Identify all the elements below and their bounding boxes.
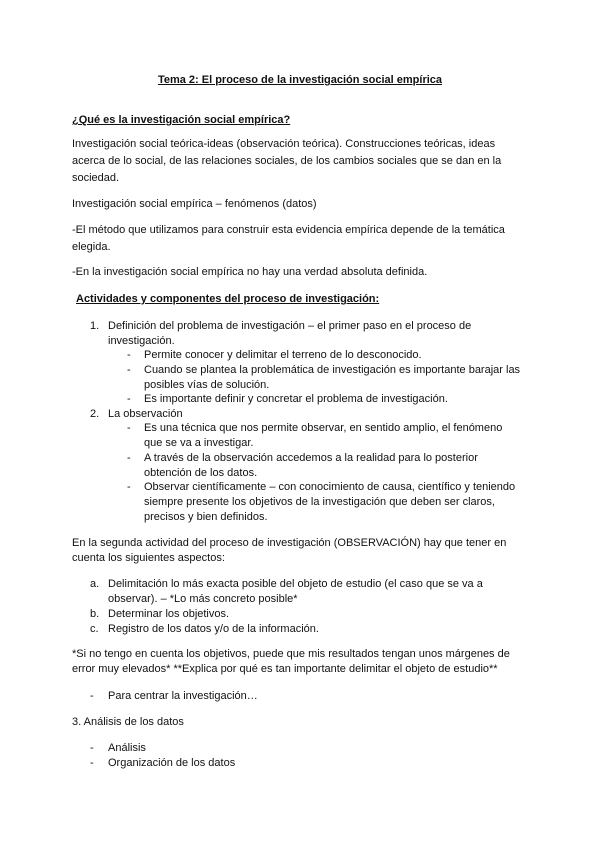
bullet-dash: - <box>90 757 94 769</box>
paragraph-line: En la segunda actividad del proceso de investigación (OBSERVACIÓN) hay que tener en <box>72 537 507 549</box>
bullet-dash: - <box>90 742 94 754</box>
bullet-line: obtención de los datos. <box>144 467 258 479</box>
bullet-line: Observar científicamente – con conocimiento de causa, científico y teniendo <box>144 481 516 493</box>
paragraph-line: elegida. <box>72 241 111 253</box>
bullet-dash: - <box>127 422 131 434</box>
paragraph-line: cuenta los siguientes aspectos: <box>72 552 225 564</box>
paragraph-line: Investigación social teórica-ideas (observación teórica). Construcciones teóricas, ideas <box>72 138 496 150</box>
paragraph-line: acerca de lo social, de las relaciones sociales, de los cambios sociales que se dan en la <box>72 155 502 167</box>
bullet-line: Análisis <box>108 742 146 754</box>
bullet-line: que se va a investigar. <box>144 437 254 449</box>
bullet-line: Permite conocer y delimitar el terreno de lo desconocido. <box>144 349 422 361</box>
note-line: *Si no tengo en cuenta los objetivos, puede que mis resultados tengan unos márgenes de <box>72 648 510 660</box>
bullet-dash: - <box>127 393 131 405</box>
bullet-line: Es una técnica que nos permite observar, en sentido amplio, el fenómeno <box>144 422 503 434</box>
bullet-line: Es importante definir y concretar el problema de investigación. <box>144 393 448 405</box>
bullet-line: Para centrar la investigación… <box>108 690 258 702</box>
section-heading-activities: Actividades y componentes del proceso de investigación: <box>76 293 380 305</box>
list-number: 1. <box>90 320 100 332</box>
bullet-dash: - <box>127 452 131 464</box>
paragraph-truth: -En la investigación social empírica no hay una verdad absoluta definida. <box>72 266 428 278</box>
bullet-line: precisos y bien definidos. <box>144 511 268 523</box>
list-item-line: observar). – *Lo más concreto posible* <box>108 593 298 605</box>
list-letter: b. <box>90 608 100 620</box>
bullet-dash: - <box>127 364 131 376</box>
paragraph-line: -El método que utilizamos para construir esta evidencia empírica depende de la temática <box>72 224 505 236</box>
bullet-dash: - <box>90 690 94 702</box>
list-item-line: Determinar los objetivos. <box>108 608 230 620</box>
paragraph-empirical: Investigación social empírica – fenómenos (datos) <box>72 198 317 210</box>
paragraph-line: sociedad. <box>72 172 120 184</box>
bullet-line: siempre presente los objetivos de la investigación que deben ser claros, <box>144 496 495 508</box>
list-item-line: investigación. <box>108 335 175 347</box>
document-title: Tema 2: El proceso de la investigación social empírica <box>157 74 443 86</box>
list-item-line: Registro de los datos y/o de la información. <box>108 623 319 635</box>
bullet-line: A través de la observación accedemos a la realidad para lo posterior <box>144 452 478 464</box>
bullet-dash: - <box>127 349 131 361</box>
note-line: error muy elevados* **Explica por qué es tan importante delimitar el objeto de estudio** <box>72 663 498 675</box>
list-item-line: La observación <box>108 408 183 420</box>
section-heading-question: ¿Qué es la investigación social empírica? <box>72 114 291 126</box>
list-number: 2. <box>90 408 100 420</box>
list-item-line: Definición del problema de investigación – el primer paso en el proceso de <box>108 320 472 332</box>
list-letter: c. <box>90 623 99 635</box>
bullet-line: Organización de los datos <box>108 757 236 769</box>
bullet-dash: - <box>127 481 131 493</box>
bullet-line: Cuando se plantea la problemática de investigación es importante barajar las <box>144 364 521 376</box>
list-letter: a. <box>90 578 100 590</box>
list-item-analysis: 3. Análisis de los datos <box>72 716 184 728</box>
bullet-line: posibles vías de solución. <box>144 379 270 391</box>
list-item-line: Delimitación lo más exacta posible del objeto de estudio (el caso que se va a <box>108 578 483 590</box>
